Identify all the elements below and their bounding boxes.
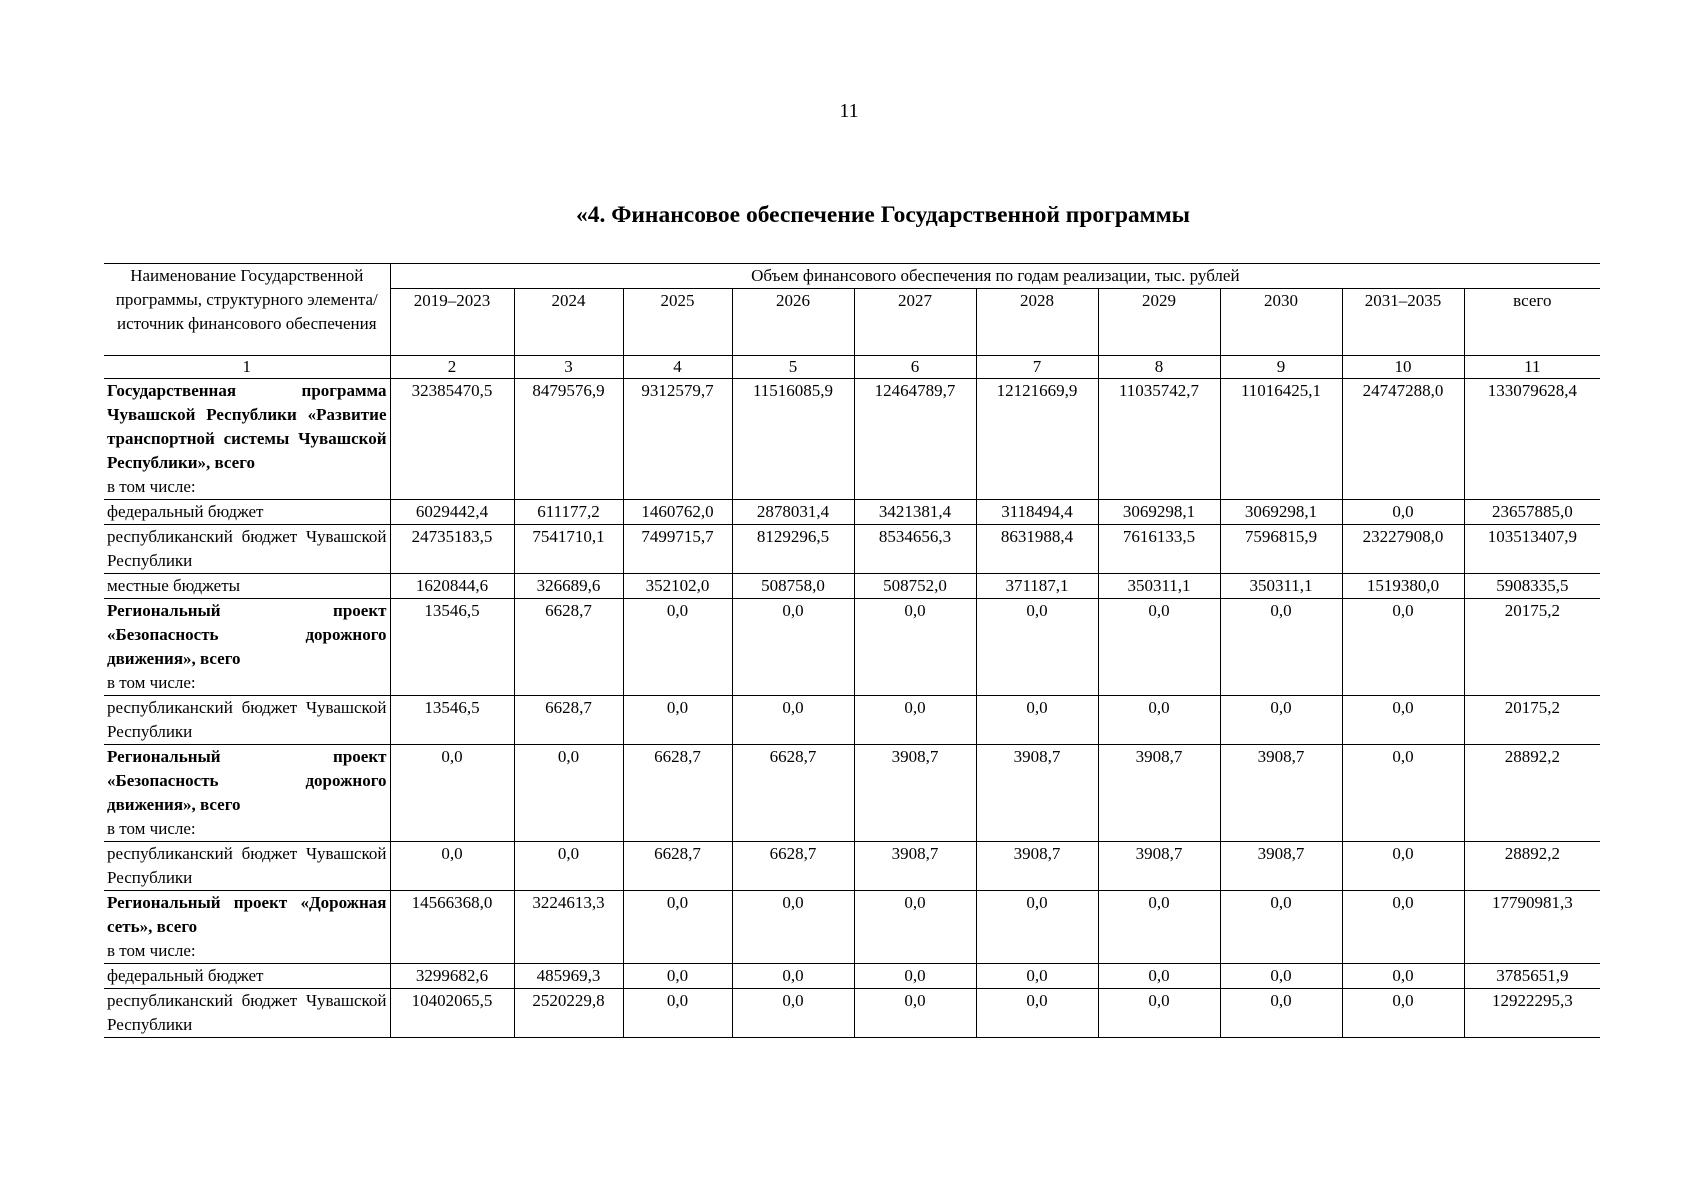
year-header: 2024: [514, 289, 623, 356]
year-header: 2030: [1220, 289, 1342, 356]
year-header: 2028: [976, 289, 1098, 356]
value-cell: 3069298,1: [1220, 500, 1342, 525]
row-name-cell: [104, 745, 390, 842]
page-number: 11: [839, 100, 859, 122]
column-number: 8: [1098, 356, 1220, 379]
value-cell: 133079628,4: [1464, 379, 1600, 500]
table-row: [104, 745, 1600, 842]
value-cell: 0,0: [1098, 891, 1220, 964]
value-cell: 13546,5: [390, 696, 514, 745]
row-name-cell: [104, 525, 390, 574]
column-number-row: [104, 356, 1600, 379]
value-cell: 5908335,5: [1464, 574, 1600, 599]
value-cell: 371187,1: [976, 574, 1098, 599]
value-cell: 11016425,1: [1220, 379, 1342, 500]
value-cell: 350311,1: [1220, 574, 1342, 599]
table-row: [104, 964, 1600, 989]
value-cell: 7499715,7: [623, 525, 732, 574]
row-name-cell: [104, 599, 390, 696]
value-cell: 7616133,5: [1098, 525, 1220, 574]
value-cell: 6628,7: [732, 745, 854, 842]
value-cell: 0,0: [1342, 891, 1464, 964]
value-cell: 352102,0: [623, 574, 732, 599]
value-cell: 0,0: [1220, 599, 1342, 696]
value-cell: 0,0: [732, 964, 854, 989]
value-cell: 0,0: [1342, 842, 1464, 891]
row-title: Государственная программа Чувашской Республики «Развитие транспортной системы Чувашской Республики», всего: [107, 381, 387, 472]
value-cell: 2520229,8: [514, 989, 623, 1038]
value-cell: 350311,1: [1098, 574, 1220, 599]
row-label: республиканский бюджет Чувашской Республики: [107, 991, 387, 1034]
value-cell: 23227908,0: [1342, 525, 1464, 574]
name-column-header: Наименование Государственной программы, структурного элемента/источник финансового обеспечения: [104, 264, 390, 356]
column-number: 3: [514, 356, 623, 379]
table-row: [104, 379, 1600, 500]
value-cell: 28892,2: [1464, 745, 1600, 842]
value-cell: 0,0: [854, 696, 976, 745]
value-cell: 508752,0: [854, 574, 976, 599]
value-cell: 1620844,6: [390, 574, 514, 599]
value-cell: 1460762,0: [623, 500, 732, 525]
table-row: [104, 989, 1600, 1038]
value-cell: 3785651,9: [1464, 964, 1600, 989]
value-cell: 0,0: [1342, 500, 1464, 525]
column-number: 6: [854, 356, 976, 379]
value-cell: 2878031,4: [732, 500, 854, 525]
table-row: [104, 500, 1600, 525]
value-cell: 3118494,4: [976, 500, 1098, 525]
value-cell: 0,0: [1098, 696, 1220, 745]
value-cell: 17790981,3: [1464, 891, 1600, 964]
year-header: 2029: [1098, 289, 1220, 356]
value-cell: 0,0: [1098, 989, 1220, 1038]
value-cell: 20175,2: [1464, 696, 1600, 745]
column-number: 1: [104, 356, 390, 379]
value-cell: 12464789,7: [854, 379, 976, 500]
value-cell: 10402065,5: [390, 989, 514, 1038]
row-name-cell: [104, 500, 390, 525]
value-cell: 0,0: [732, 599, 854, 696]
value-cell: 3908,7: [1220, 745, 1342, 842]
value-cell: 3224613,3: [514, 891, 623, 964]
value-cell: 0,0: [854, 989, 976, 1038]
value-cell: 0,0: [1342, 599, 1464, 696]
row-title: Региональный проект «Безопасность дорожного движения», всего: [107, 601, 387, 668]
row-name-cell: [104, 696, 390, 745]
row-subtitle: в том числе:: [107, 673, 196, 692]
table-row: [104, 842, 1600, 891]
value-cell: 0,0: [976, 964, 1098, 989]
value-cell: 11516085,9: [732, 379, 854, 500]
table-row: [104, 891, 1600, 964]
value-cell: 3421381,4: [854, 500, 976, 525]
row-name-cell: [104, 379, 390, 500]
value-cell: 28892,2: [1464, 842, 1600, 891]
value-cell: 0,0: [854, 891, 976, 964]
value-cell: 3299682,6: [390, 964, 514, 989]
value-cell: 0,0: [390, 745, 514, 842]
value-cell: 12922295,3: [1464, 989, 1600, 1038]
value-cell: 508758,0: [732, 574, 854, 599]
value-cell: 11035742,7: [1098, 379, 1220, 500]
value-cell: 326689,6: [514, 574, 623, 599]
row-name-cell: [104, 891, 390, 964]
value-cell: 0,0: [623, 696, 732, 745]
value-cell: 3908,7: [1220, 842, 1342, 891]
year-header: 2025: [623, 289, 732, 356]
value-cell: 6029442,4: [390, 500, 514, 525]
table-row: [104, 696, 1600, 745]
value-cell: 3908,7: [1098, 842, 1220, 891]
value-cell: 0,0: [1342, 989, 1464, 1038]
table-row: [104, 599, 1600, 696]
row-label: местные бюджеты: [107, 576, 241, 595]
row-subtitle: в том числе:: [107, 477, 196, 496]
value-cell: 0,0: [1098, 964, 1220, 989]
table-row: [104, 574, 1600, 599]
year-header: 2019–2023: [390, 289, 514, 356]
value-cell: 0,0: [514, 745, 623, 842]
row-title: Региональный проект «Дорожная сеть», всего: [107, 893, 387, 936]
value-cell: 7596815,9: [1220, 525, 1342, 574]
value-cell: 0,0: [514, 842, 623, 891]
column-number: 11: [1464, 356, 1600, 379]
value-cell: 0,0: [623, 964, 732, 989]
value-cell: 23657885,0: [1464, 500, 1600, 525]
value-cell: 8479576,9: [514, 379, 623, 500]
column-number: 9: [1220, 356, 1342, 379]
value-cell: 32385470,5: [390, 379, 514, 500]
section-title: «4. Финансовое обеспечение Государственной программы: [575, 202, 1191, 228]
value-cell: 611177,2: [514, 500, 623, 525]
value-cell: 0,0: [1220, 989, 1342, 1038]
value-cell: 6628,7: [514, 599, 623, 696]
column-number: 5: [732, 356, 854, 379]
value-cell: 3908,7: [976, 745, 1098, 842]
value-cell: 6628,7: [623, 842, 732, 891]
value-cell: 8534656,3: [854, 525, 976, 574]
value-cell: 3069298,1: [1098, 500, 1220, 525]
value-cell: 485969,3: [514, 964, 623, 989]
funding-group-header: Объем финансового обеспечения по годам реализации, тыс. рублей: [390, 264, 1600, 289]
row-title: Региональный проект «Безопасность дорожного движения», всего: [107, 747, 387, 814]
value-cell: 8129296,5: [732, 525, 854, 574]
row-subtitle: в том числе:: [107, 819, 196, 838]
value-cell: 0,0: [1220, 964, 1342, 989]
row-label: федеральный бюджет: [107, 966, 264, 985]
value-cell: 24735183,5: [390, 525, 514, 574]
value-cell: 13546,5: [390, 599, 514, 696]
row-name-cell: [104, 574, 390, 599]
value-cell: 0,0: [732, 696, 854, 745]
value-cell: 6628,7: [732, 842, 854, 891]
value-cell: 0,0: [623, 599, 732, 696]
value-cell: 6628,7: [514, 696, 623, 745]
value-cell: 0,0: [1098, 599, 1220, 696]
value-cell: 0,0: [1342, 696, 1464, 745]
value-cell: 3908,7: [854, 842, 976, 891]
value-cell: 1519380,0: [1342, 574, 1464, 599]
value-cell: 7541710,1: [514, 525, 623, 574]
row-label: республиканский бюджет Чувашской Республики: [107, 698, 387, 741]
value-cell: 0,0: [1342, 964, 1464, 989]
value-cell: 0,0: [976, 891, 1098, 964]
value-cell: 3908,7: [1098, 745, 1220, 842]
value-cell: 0,0: [1220, 696, 1342, 745]
table-row: [104, 525, 1600, 574]
row-name-cell: [104, 989, 390, 1038]
row-label: федеральный бюджет: [107, 502, 264, 521]
value-cell: 20175,2: [1464, 599, 1600, 696]
year-header: всего: [1464, 289, 1600, 356]
value-cell: 0,0: [390, 842, 514, 891]
value-cell: 9312579,7: [623, 379, 732, 500]
table-body: [104, 379, 1600, 1038]
year-header: 2027: [854, 289, 976, 356]
value-cell: 3908,7: [854, 745, 976, 842]
value-cell: 6628,7: [623, 745, 732, 842]
value-cell: 24747288,0: [1342, 379, 1464, 500]
value-cell: 103513407,9: [1464, 525, 1600, 574]
value-cell: 8631988,4: [976, 525, 1098, 574]
column-number: 7: [976, 356, 1098, 379]
value-cell: 0,0: [732, 989, 854, 1038]
value-cell: 0,0: [623, 989, 732, 1038]
value-cell: 0,0: [854, 964, 976, 989]
value-cell: 0,0: [976, 989, 1098, 1038]
financing-table: [104, 263, 1600, 1038]
table-header: [104, 264, 1600, 379]
row-name-cell: [104, 964, 390, 989]
year-header: 2031–2035: [1342, 289, 1464, 356]
value-cell: 0,0: [1342, 745, 1464, 842]
value-cell: 14566368,0: [390, 891, 514, 964]
column-number: 4: [623, 356, 732, 379]
row-subtitle: в том числе:: [107, 941, 196, 960]
row-label: республиканский бюджет Чувашской Республики: [107, 844, 387, 887]
value-cell: 0,0: [732, 891, 854, 964]
value-cell: 3908,7: [976, 842, 1098, 891]
row-label: республиканский бюджет Чувашской Республики: [107, 527, 387, 570]
row-name-cell: [104, 842, 390, 891]
value-cell: 0,0: [1220, 891, 1342, 964]
value-cell: 0,0: [976, 599, 1098, 696]
year-header: 2026: [732, 289, 854, 356]
value-cell: 0,0: [854, 599, 976, 696]
value-cell: 0,0: [976, 696, 1098, 745]
column-number: 10: [1342, 356, 1464, 379]
column-number: 2: [390, 356, 514, 379]
value-cell: 0,0: [623, 891, 732, 964]
value-cell: 12121669,9: [976, 379, 1098, 500]
